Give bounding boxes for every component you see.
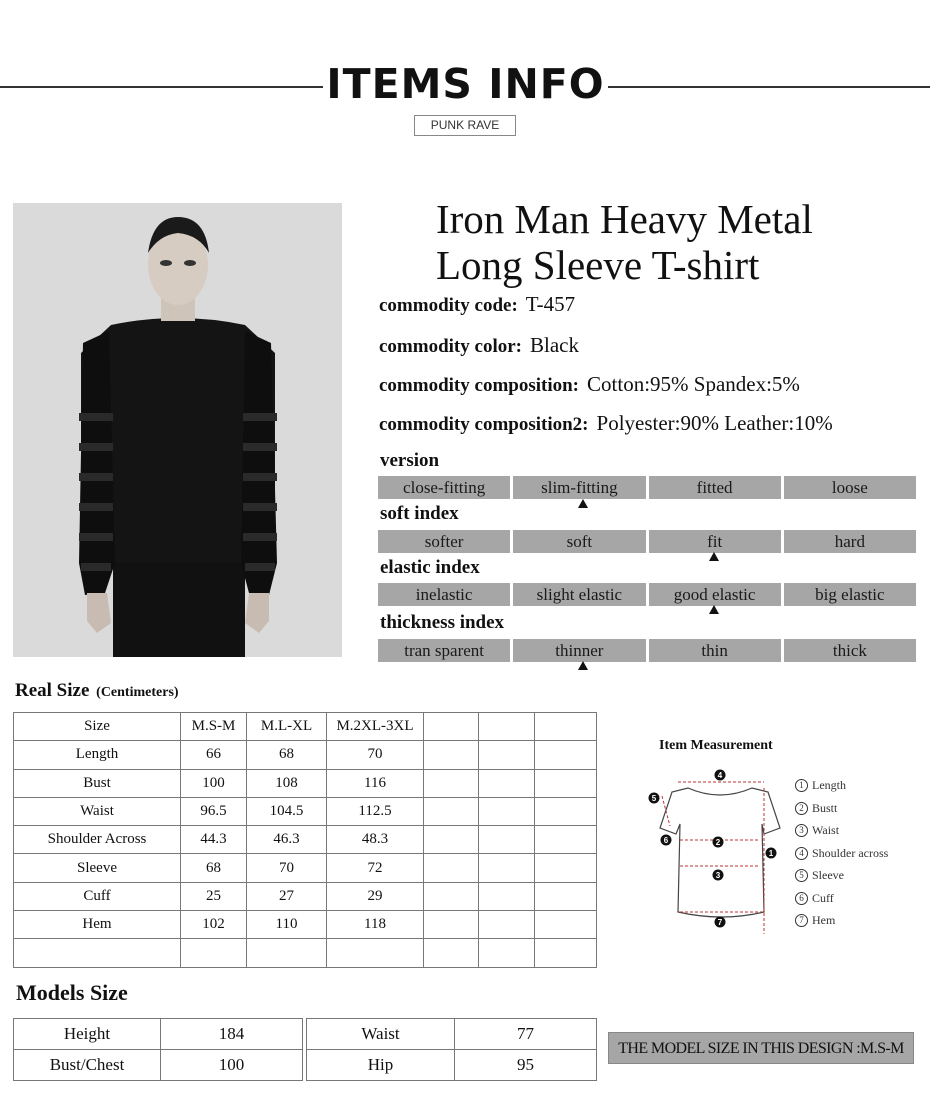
commodity-composition2: [379, 411, 833, 436]
table-cell: [424, 854, 479, 882]
thickness-index-selected-marker-icon: [578, 661, 588, 670]
product-title: [436, 196, 813, 288]
table-cell: [327, 939, 424, 967]
table-cell: [535, 911, 597, 939]
table-cell: Sleeve: [14, 854, 181, 882]
table-cell: [479, 882, 535, 910]
table-cell: 70: [327, 741, 424, 769]
commodity-code-value: T-457: [525, 292, 576, 316]
elastic-index-selected-marker-icon: [709, 605, 719, 614]
measurement-legend: [795, 774, 888, 932]
table-cell: 184: [161, 1019, 303, 1050]
table-cell: Length: [14, 741, 181, 769]
table-cell: [181, 939, 247, 967]
table-cell: Bust/Chest: [14, 1050, 161, 1081]
commodity-composition-label: commodity composition:: [379, 375, 580, 396]
table-cell: Height: [14, 1019, 161, 1050]
thickness-index-label: thickness index: [380, 612, 505, 633]
table-cell: 110: [247, 911, 327, 939]
table-cell: Waist: [307, 1019, 455, 1050]
tshirt-measurement-diagram: [640, 762, 790, 942]
legend-label: Waist: [812, 823, 840, 837]
legend-number: 5: [795, 869, 808, 882]
version-selected-marker-icon: [578, 499, 588, 508]
table-cell: [424, 911, 479, 939]
elastic-index-option: slight elastic: [513, 583, 645, 606]
table-header-row: [14, 713, 597, 741]
table-cell: 46.3: [247, 826, 327, 854]
table-row: [14, 1050, 303, 1081]
table-cell: [535, 797, 597, 825]
legend-item: [795, 774, 888, 797]
elastic-index-option: big elastic: [784, 583, 916, 606]
svg-text:3: 3: [715, 871, 721, 880]
svg-text:2: 2: [715, 838, 721, 847]
real-size-heading: [15, 680, 179, 702]
version-label: version: [380, 450, 440, 471]
table-cell: [424, 882, 479, 910]
table-cell: 116: [327, 769, 424, 797]
legend-number: 7: [795, 914, 808, 927]
legend-number: 4: [795, 847, 808, 860]
version-option: close-fitting: [378, 476, 510, 499]
table-cell: 27: [247, 882, 327, 910]
table-cell: 104.5: [247, 797, 327, 825]
table-cell: [247, 939, 327, 967]
commodity-composition-value: Cotton:95% Spandex:5%: [587, 372, 800, 396]
legend-item: [795, 864, 888, 887]
table-cell: [479, 939, 535, 967]
legend-item: [795, 842, 888, 865]
commodity-code: [379, 292, 575, 317]
table-cell: [424, 713, 479, 741]
commodity-composition2-value: Polyester:90% Leather:10%: [596, 411, 833, 435]
table-cell: Hip: [307, 1050, 455, 1081]
svg-text:7: 7: [717, 918, 723, 927]
table-cell: 96.5: [181, 797, 247, 825]
table-cell: [479, 797, 535, 825]
table-cell: [479, 713, 535, 741]
models-size-title: Models Size: [16, 980, 128, 1005]
page-title: ITEMS INFO: [326, 60, 605, 108]
svg-text:1: 1: [768, 849, 774, 858]
table-cell: 68: [247, 741, 327, 769]
table-cell: 112.5: [327, 797, 424, 825]
table-cell: 68: [181, 854, 247, 882]
models-size-table-right: [306, 1018, 597, 1081]
model-figure-illustration: [13, 203, 342, 657]
soft-index-option: fit: [649, 530, 781, 553]
legend-number: 1: [795, 779, 808, 792]
product-title-line2: Long Sleeve T-shirt: [436, 242, 760, 288]
real-size-table: [13, 712, 597, 968]
version-option: fitted: [649, 476, 781, 499]
thickness-index-scale: [378, 639, 916, 662]
item-measurement-title: Item Measurement: [659, 738, 773, 753]
legend-item: [795, 887, 888, 910]
commodity-color-value: Black: [529, 333, 579, 357]
model-size-note: THE MODEL SIZE IN THIS DESIGN :M.S-M: [608, 1032, 914, 1064]
version-option: slim-fitting: [513, 476, 645, 499]
table-cell: [424, 797, 479, 825]
table-row: [14, 741, 597, 769]
table-cell: [535, 769, 597, 797]
soft-index-selected-marker-icon: [709, 552, 719, 561]
soft-index-option: softer: [378, 530, 510, 553]
legend-label: Length: [812, 778, 846, 792]
table-row: [14, 939, 597, 967]
soft-index-label: soft index: [380, 503, 459, 524]
table-row: [307, 1050, 597, 1081]
table-cell: 29: [327, 882, 424, 910]
table-cell: [535, 713, 597, 741]
legend-number: 3: [795, 824, 808, 837]
table-cell: 44.3: [181, 826, 247, 854]
table-cell: M.S-M: [181, 713, 247, 741]
table-cell: Waist: [14, 797, 181, 825]
table-row: [14, 1019, 303, 1050]
table-cell: [535, 826, 597, 854]
legend-item: [795, 909, 888, 932]
table-row: [14, 797, 597, 825]
table-cell: 77: [455, 1019, 597, 1050]
elastic-index-option: inelastic: [378, 583, 510, 606]
table-cell: 66: [181, 741, 247, 769]
real-size-unit: (Centimeters): [96, 685, 179, 700]
table-cell: 108: [247, 769, 327, 797]
soft-index-option: hard: [784, 530, 916, 553]
table-cell: [424, 741, 479, 769]
commodity-color: [379, 333, 579, 358]
table-cell: 70: [247, 854, 327, 882]
table-cell: [479, 854, 535, 882]
legend-label: Shoulder across: [812, 845, 889, 860]
table-cell: Cuff: [14, 882, 181, 910]
table-cell: 72: [327, 854, 424, 882]
table-cell: Bust: [14, 769, 181, 797]
legend-number: 2: [795, 802, 808, 815]
header-rule-right: [608, 86, 930, 88]
table-cell: [424, 939, 479, 967]
table-cell: 102: [181, 911, 247, 939]
table-cell: [424, 826, 479, 854]
legend-label: Hem: [812, 913, 836, 927]
thickness-index-option: thick: [784, 639, 916, 662]
table-cell: [479, 741, 535, 769]
table-cell: [535, 741, 597, 769]
table-row: [14, 854, 597, 882]
commodity-composition2-label: commodity composition2:: [379, 414, 589, 435]
table-cell: Hem: [14, 911, 181, 939]
product-photo: [13, 203, 342, 657]
table-cell: 100: [181, 769, 247, 797]
brand-label: PUNK RAVE: [414, 115, 516, 136]
elastic-index-option: good elastic: [649, 583, 781, 606]
commodity-composition: [379, 372, 800, 397]
legend-item: [795, 797, 888, 820]
table-cell: [535, 882, 597, 910]
models-size-table-left: [13, 1018, 303, 1081]
soft-index-option: soft: [513, 530, 645, 553]
table-cell: [479, 826, 535, 854]
table-row: [14, 911, 597, 939]
elastic-index-label: elastic index: [380, 557, 480, 578]
table-cell: 118: [327, 911, 424, 939]
thickness-index-option: tran sparent: [378, 639, 510, 662]
table-cell: [14, 939, 181, 967]
product-title-line1: Iron Man Heavy Metal: [436, 196, 813, 242]
commodity-color-label: commodity color:: [379, 336, 522, 357]
table-cell: 25: [181, 882, 247, 910]
table-row: [307, 1019, 597, 1050]
svg-text:4: 4: [717, 771, 723, 780]
legend-label: Cuff: [812, 890, 834, 905]
table-row: [14, 769, 597, 797]
table-cell: M.L-XL: [247, 713, 327, 741]
elastic-index-scale: [378, 583, 916, 606]
legend-item: [795, 819, 888, 842]
header-rule-left: [0, 86, 323, 88]
table-cell: Size: [14, 713, 181, 741]
table-cell: M.2XL-3XL: [327, 713, 424, 741]
table-cell: 100: [161, 1050, 303, 1081]
soft-index-scale: [378, 530, 916, 553]
thickness-index-option: thin: [649, 639, 781, 662]
svg-text:6: 6: [663, 836, 669, 845]
table-cell: [535, 939, 597, 967]
commodity-code-label: commodity code:: [379, 295, 518, 316]
version-scale: [378, 476, 916, 499]
svg-text:5: 5: [651, 794, 657, 803]
table-cell: 48.3: [327, 826, 424, 854]
legend-label: Sleeve: [812, 868, 844, 882]
legend-number: 6: [795, 892, 808, 905]
real-size-title: Real Size: [15, 680, 90, 701]
table-cell: 95: [455, 1050, 597, 1081]
version-option: loose: [784, 476, 916, 499]
table-row: [14, 826, 597, 854]
table-cell: [535, 854, 597, 882]
legend-label: Bustt: [812, 800, 838, 815]
table-cell: [479, 911, 535, 939]
thickness-index-option: thinner: [513, 639, 645, 662]
table-cell: Shoulder Across: [14, 826, 181, 854]
table-cell: [424, 769, 479, 797]
table-cell: [479, 769, 535, 797]
table-row: [14, 882, 597, 910]
